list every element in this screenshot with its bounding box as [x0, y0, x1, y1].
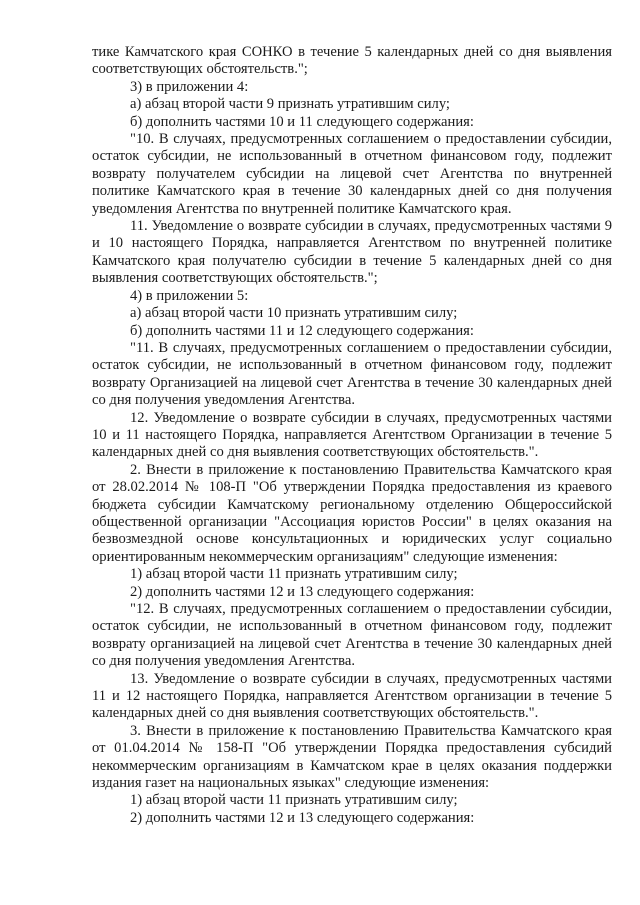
paragraph: "10. В случаях, предусмотренных соглашением о предоставлении субсидии, остаток субсидии, не использованный в отчетном финансовом году, подлежит возврату получателем субсидии на лицевой счет Агентства по внутренней политике Камчатского края в течение 30 календарных дней со дня получения уведомления Агентства по внутренней политике Камчатского края.: [92, 131, 612, 217]
list-item: 1) абзац второй части 11 признать утратившим силу;: [130, 566, 458, 583]
list-item: а) абзац второй части 9 признать утратившим силу;: [130, 96, 450, 113]
document-body: [92, 44, 612, 827]
list-item: б) дополнить частями 11 и 12 следующего содержания:: [130, 322, 474, 339]
paragraph: 13. Уведомление о возврате субсидии в случаях, предусмотренных частями 11 и 12 настоящего Порядка, направляется Агентством организации в течение 5 календарных дней со дня выявления соответствующих обстоятельств.".: [92, 670, 612, 722]
paragraph: "11. В случаях, предусмотренных соглашением о предоставлении субсидии, остаток субсидии, не использованный в отчетном финансовом году, подлежит возврату Организацией на лицевой счет Агентства в течение 30 календарных дней со дня получения уведомления Агентства.: [92, 339, 612, 409]
paragraph: "12. В случаях, предусмотренных соглашением о предоставлении субсидии, остаток субсидии, не использованный в отчетном финансовом году, подлежит возврату организацией на лицевой счет Агентства в течение 30 календарных дней со дня получения уведомления Агентства.: [92, 601, 612, 670]
paragraph: 12. Уведомление о возврате субсидии в случаях, предусмотренных частями 10 и 11 настоящего Порядка, направляется Агентством Организации в течение 5 календарных дней со дня выявления соответствующих обстоятельств.".: [92, 409, 612, 461]
paragraph: 3. Внести в приложение к постановлению Правительства Камчатского края от 01.04.2014 № 158-П "Об утверждении Порядка предоставления субсидий некоммерческим организациям в Камчатском крае в целях оказания поддержки издания газет на национальных языках" следующие изменения:: [92, 722, 612, 792]
list-item: б) дополнить частями 10 и 11 следующего содержания:: [130, 113, 474, 130]
paragraph: 2. Внести в приложение к постановлению Правительства Камчатского края от 28.02.2014 № 108-П "Об утверждении Порядка предоставления из краевого бюджета субсидии Камчатскому региональному отделению Общероссийской общественной организации "Ассоциация юристов России" в целях оказания на безвозмездной основе консультационных и юридических услуг социально ориентированным некоммерческим организациям" следующие изменения:: [92, 461, 612, 565]
list-item: 3) в приложении 4:: [130, 78, 249, 95]
paragraph: 11. Уведомление о возврате субсидии в случаях, предусмотренных частями 9 и 10 настоящего Порядка, направляется Агентством по внутренней политике Камчатского края получателю субсидии в течение 5 календарных дней со дня выявления соответствующих обстоятельств.";: [92, 218, 612, 287]
list-item: 4) в приложении 5:: [130, 287, 249, 304]
list-item: а) абзац второй части 10 признать утратившим силу;: [130, 305, 458, 322]
list-item: 2) дополнить частями 12 и 13 следующего содержания:: [130, 809, 475, 826]
paragraph: тике Камчатского края СОНКО в течение 5 календарных дней со дня выявления соответствующих обстоятельств.";: [92, 44, 612, 78]
list-item: 2) дополнить частями 12 и 13 следующего содержания:: [130, 583, 475, 600]
list-item: 1) абзац второй части 11 признать утратившим силу;: [130, 792, 458, 809]
